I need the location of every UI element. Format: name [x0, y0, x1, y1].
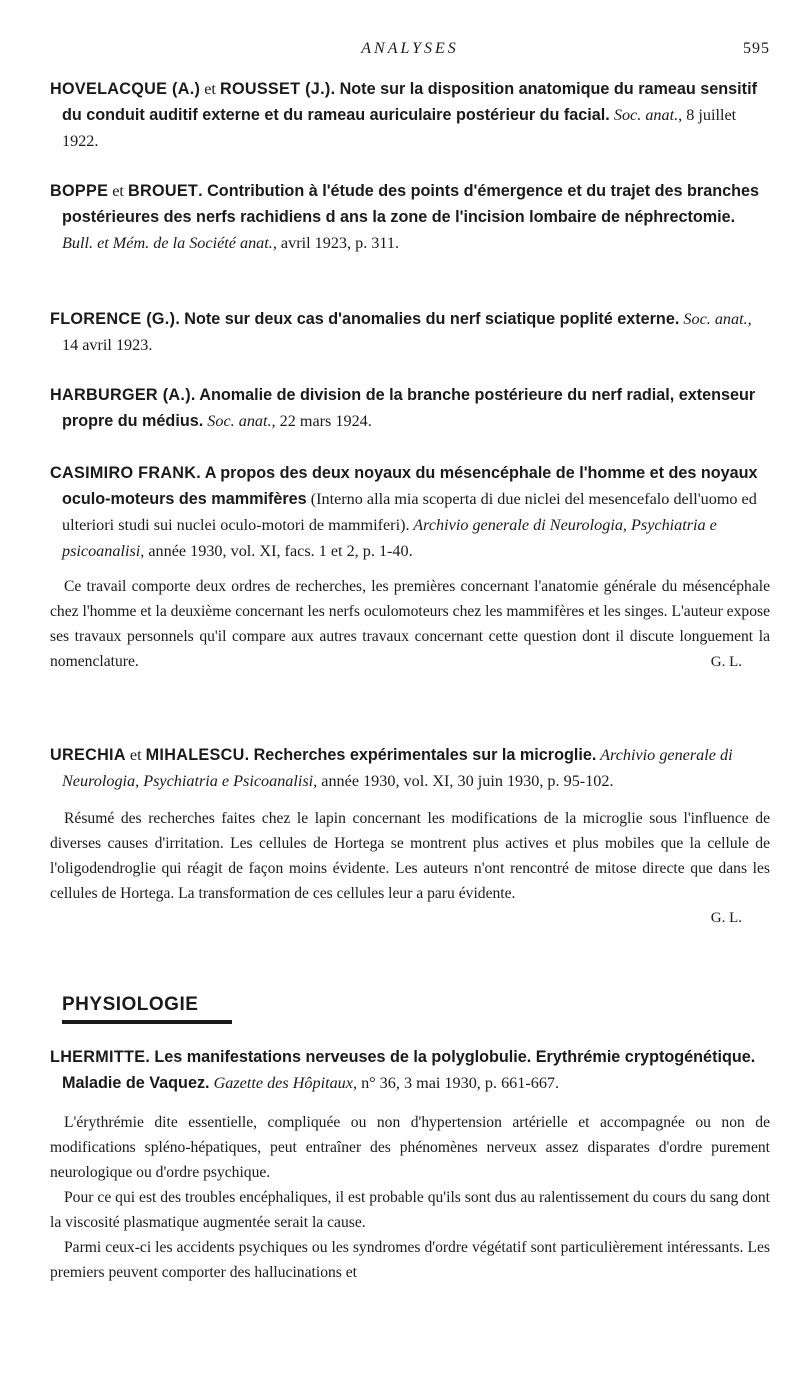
bibliography-entry	[50, 460, 770, 674]
entry-translation: (Interno alla mia scoperta di due niclei del mesencefalo dell'uomo ed ulteriori studi sui nuclei oculo-motori de mammiferi).	[62, 490, 757, 534]
entry-title: . Recherches expérimentales sur la microglie.	[244, 746, 597, 764]
bibliography-entry	[50, 382, 770, 434]
entry-source: Gazette des Hôpitaux,	[209, 1074, 358, 1092]
entry-signature: G. L.	[710, 654, 742, 670]
entry-details: année 1930, vol. XI, 30 juin 1930, p. 95-102.	[317, 772, 614, 790]
entry-paragraph: L'érythrémie dite essentielle, compliquée ou non d'hypertension artérielle et accompagnée ou non de modifications spléno-hépatiques, peut entraîner des phénomènes nerveux assez disparates d'ordre purement neurologique ou d'ordre psychique.	[50, 1114, 770, 1181]
entry-title: . Note sur la disposition anatomique du rameau sensitif du conduit auditif externe et du rameau auriculaire postérieur du facial.	[62, 80, 757, 124]
entry-heading	[50, 1044, 770, 1096]
bibliography-entry	[50, 178, 770, 256]
entry-author: BROUET	[127, 182, 199, 200]
running-head	[50, 40, 770, 62]
entry-abstract: Ce travail comporte deux ordres de recherches, les premières concernant l'anatomie générale du mésencéphale chez l'homme et la deuxième concernant les nerfs oculomoteurs chez les mammifères et les singes. L'auteur expose ses travaux personnels qu'il compare aux autres travaux concernant cette question dont il discute longuement la nomenclature.	[50, 578, 770, 670]
entry-author: CASIMIRO FRANK	[50, 464, 197, 482]
entry-details: année 1930, vol. XI, facs. 1 et 2, p. 1-40.	[144, 542, 413, 560]
bibliography-entry	[50, 1044, 770, 1285]
entry-details: 8 juillet 1922.	[62, 106, 737, 150]
entry-title: . A propos des deux noyaux du mésencéphale de l'homme et des noyaux oculo-moteurs des mammifères	[62, 464, 758, 508]
entry-source: Bull. et Mém. de la Société anat.,	[62, 234, 277, 252]
entry-author: LHERMITTE	[50, 1048, 146, 1066]
entry-heading	[50, 76, 770, 154]
entry-source: Soc. anat.,	[203, 412, 276, 430]
entry-source: Archivio generale di Neurologia, Psychiatria e psicoanalisi,	[62, 516, 717, 560]
entry-source: Soc. anat.,	[609, 106, 683, 124]
entry-author: URECHIA	[50, 746, 126, 764]
entry-paragraph: Parmi ceux-ci les accidents psychiques ou les syndromes d'ordre végétatif sont particulièrement intéressants. Les premiers peuvent comporter des hallucinations et	[50, 1239, 770, 1281]
entry-conjunction: et	[200, 80, 220, 98]
entry-title: . Note sur deux cas d'anomalies du nerf sciatique poplité externe.	[175, 310, 680, 328]
entry-paragraph: Pour ce qui est des troubles encéphaliques, il est probable qu'ils sont dus au ralentissement du cours du sang dont la viscosité plasmatique augmentée serait la cause.	[50, 1189, 770, 1231]
entry-author: ROUSSET (J.)	[219, 80, 331, 98]
entry-author: HOVELACQUE (A.)	[50, 80, 201, 98]
entry-title: . Les manifestations nerveuses de la polyglobulie. Erythrémie cryptogénétique. Maladie de Vaquez.	[62, 1048, 756, 1092]
entry-details: avril 1923, p. 311.	[276, 234, 400, 252]
entry-author: MIHALESCU	[145, 746, 245, 764]
entry-author: HARBURGER (A.)	[50, 386, 191, 404]
bibliography-entry	[50, 76, 770, 154]
entry-conjunction: et	[108, 182, 128, 200]
entry-source: Archivio generale di Neurologia, Psychiatria e Psicoanalisi,	[62, 746, 733, 790]
entry-conjunction: et	[125, 746, 146, 764]
running-head-title: ANALYSES	[361, 40, 459, 57]
entry-heading	[50, 178, 770, 256]
section-title: PHYSIOLOGIE	[62, 994, 199, 1015]
entry-title: . Anomalie de division de la branche postérieure du nerf radial, extenseur propre du médius.	[62, 386, 756, 430]
page-number: 595	[743, 40, 770, 57]
entry-source: Soc. anat.,	[679, 310, 752, 328]
entry-author: BOPPE	[50, 182, 109, 200]
entry-details: 22 mars 1924.	[275, 412, 372, 430]
bibliography-entry	[50, 306, 770, 358]
entry-details: 14 avril 1923.	[62, 336, 153, 354]
entry-details: n° 36, 3 mai 1930, p. 661-667.	[357, 1074, 560, 1092]
entry-heading	[50, 306, 770, 358]
entry-heading	[50, 382, 770, 434]
entry-signature: G. L.	[710, 910, 742, 926]
entry-heading	[50, 742, 770, 794]
bibliography-entry	[50, 742, 770, 930]
section-rule	[62, 1020, 232, 1024]
entry-heading	[50, 460, 770, 564]
entry-title: . Contribution à l'étude des points d'émergence et du trajet des branches postérieures des nerfs rachidiens d ans la zone de l'incision lombaire de néphrectomie.	[62, 182, 759, 226]
section-heading	[62, 994, 232, 1024]
entry-author: FLORENCE (G.)	[50, 310, 176, 328]
entry-abstract: Résumé des recherches faites chez le lapin concernant les modifications de la microglie sous l'influence de diverses causes d'irritation. Les cellules de Hortega se montrent plus actives et plus mobiles que la cellule de l'oligodendroglie qui réagit de façon moins évidente. Les auteurs n'ont rencontré de mitose directe que dans les cellules de Hortega. La transformation de ces cellules leur a paru évidente.	[50, 810, 770, 902]
